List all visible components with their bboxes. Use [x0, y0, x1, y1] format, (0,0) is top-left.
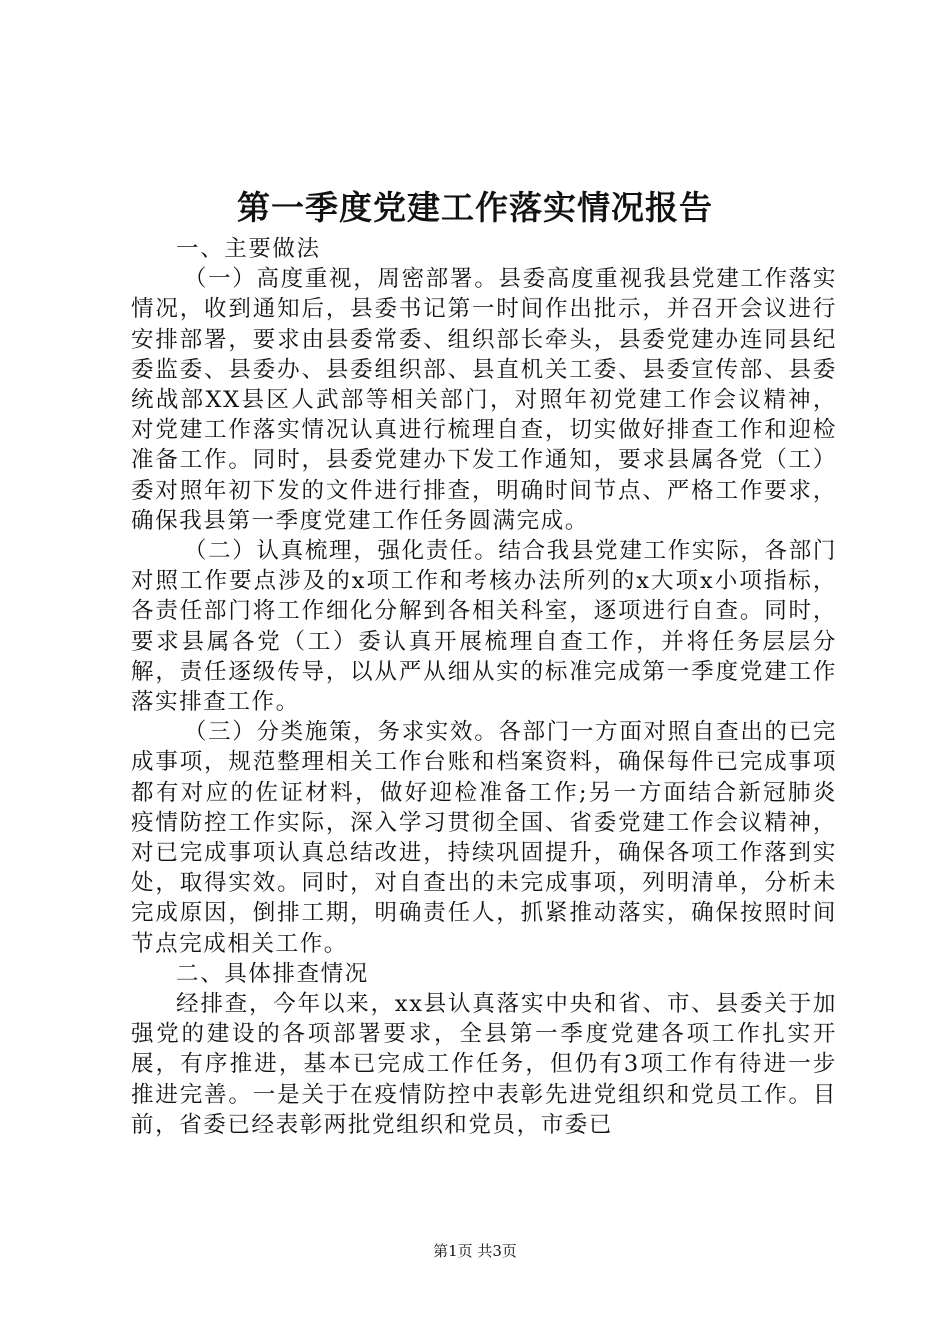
- paragraph-attention-deployment: （一）高度重视，周密部署。县委高度重视我县党建工作落实情况，收到通知后，县委书记第一时间作出批示，并召开会议进行安排部署，要求由县委常委、组织部长牵头，县委党建办连同县纪委监委、县委办、县委组织部、县直机关工委、县委宣传部、县委统战部XX县区人武部等相关部门，对照年初党建工作会议精神，对党建工作落实情况认真进行梳理自查，切实做好排查工作和迎检准备工作。同时，县委党建办下发工作通知，要求县属各党（工）委对照年初下发的文件进行排查，明确时间节点、严格工作要求，确保我县第一季度党建工作任务圆满完成。: [131, 266, 837, 534]
- paragraph-review-responsibility: （二）认真梳理，强化责任。结合我县党建工作实际，各部门对照工作要点涉及的x项工作和考核办法所列的x大项x小项指标，各责任部门将工作细化分解到各相关科室，逐项进行自查。同时，要求县属各党（工）委认真开展梳理自查工作，并将任务层层分解，责任逐级传导，以从严从细从实的标准完成第一季度党建工作落实排查工作。: [131, 538, 837, 716]
- document-body: [131, 234, 837, 1140]
- paragraph-inspection-results: 经排查，今年以来，xx县认真落实中央和省、市、县委关于加强党的建设的各项部署要求，全县第一季度党建各项工作扎实开展，有序推进，基本已完成工作任务，但仍有3项工作有待进一步推进完善。一是关于在疫情防控中表彰先进党组织和党员工作。目前，省委已经表彰两批党组织和党员，市委已: [131, 991, 837, 1138]
- page-number-footer: 第1页 共3页: [433, 1242, 517, 1260]
- document-title: 第一季度党建工作落实情况报告: [237, 188, 713, 227]
- paragraph-classified-measures: （三）分类施策，务求实效。各部门一方面对照自查出的已完成事项，规范整理相关工作台账和档案资料，确保每件已完成事项都有对应的佐证材料，做好迎检准备工作;另一方面结合新冠肺炎疫情防控工作实际，深入学习贯彻全国、省委党建工作会议精神，对已完成事项认真总结改进，持续巩固提升，确保各项工作落到实处，取得实效。同时，对自查出的未完成事项，列明清单，分析未完成原因，倒排工期，明确责任人，抓紧推动落实，确保按照时间节点完成相关工作。: [131, 719, 837, 957]
- section-heading-inspection: 二、具体排查情况: [176, 960, 369, 987]
- section-heading-main-methods: 一、主要做法: [176, 236, 321, 262]
